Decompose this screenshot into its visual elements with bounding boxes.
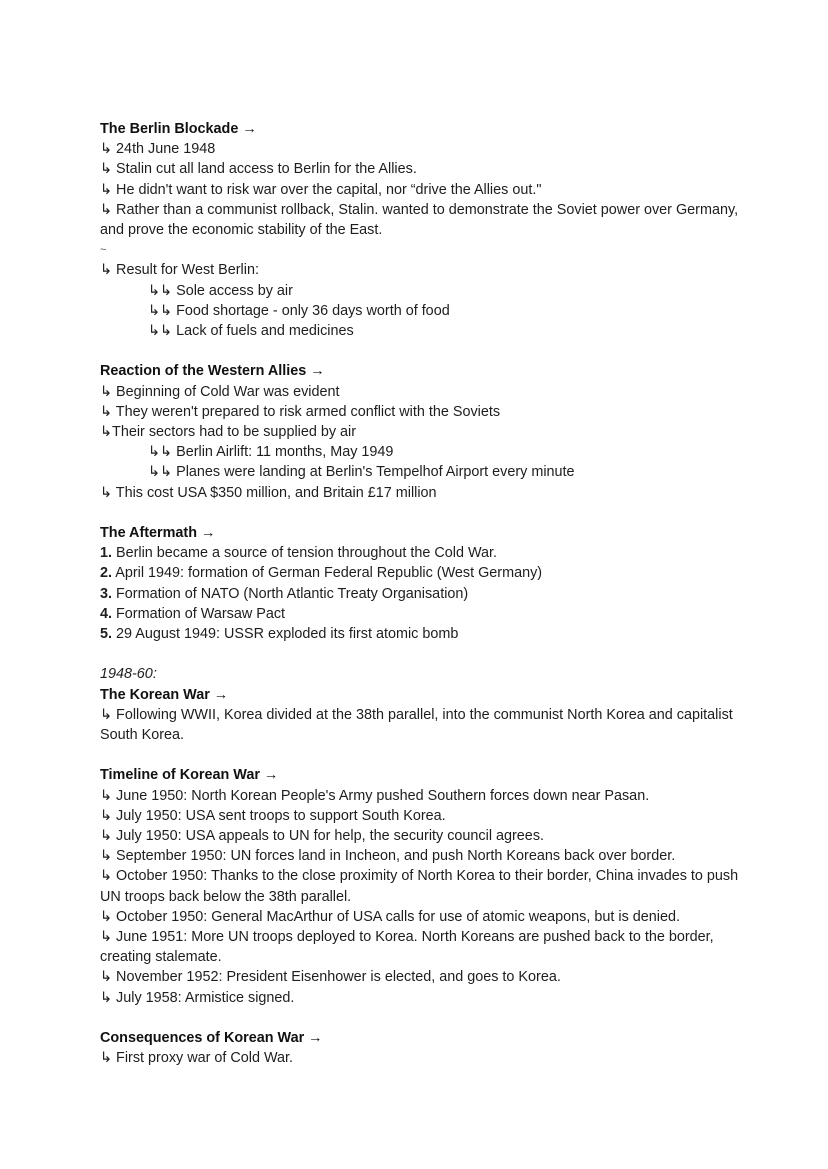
section-heading: The Berlin Blockade →	[100, 121, 257, 137]
item-text: April 1949: formation of German Federal Republic (West Germany)	[115, 565, 543, 582]
sub-bullet-line: ↳↳ Berlin Airlift: 11 months, May 1949	[148, 444, 394, 461]
bullet-line: ↳ Following WWII, Korea divided at the 38th parallel, into the communist North Korea and capitalist South Korea.	[100, 706, 733, 744]
document-page	[100, 119, 740, 1068]
timeline-entry: ↳ November 1952: President Eisenhower is elected, and goes to Korea.	[100, 969, 561, 986]
item-text: Formation of NATO (North Atlantic Treaty Organisation)	[116, 585, 469, 602]
timeline-entry: ↳ July 1958: Armistice signed.	[100, 989, 295, 1006]
bullet-line: ↳ They weren't prepared to risk armed conflict with the Soviets	[100, 403, 501, 420]
item-number: 1.	[100, 545, 113, 562]
spacer	[100, 1008, 740, 1028]
spacer	[100, 745, 740, 765]
timeline-entry: ↳ October 1950: Thanks to the close proximity of North Korea to their border, China invades to push UN troops back below the 38th parallel.	[100, 868, 739, 905]
sub-bullet-line: ↳↳ Planes were landing at Berlin's Tempelhof Airport every minute	[148, 464, 575, 481]
section-heading: The Aftermath →	[100, 525, 216, 542]
bullet-line: ↳ First proxy war of Cold War.	[100, 1050, 294, 1067]
sub-bullet-line: ↳↳ Sole access by air	[148, 282, 293, 299]
bullet-line: ↳Their sectors had to be supplied by air	[100, 424, 357, 441]
timeline-entry: ↳ July 1950: USA appeals to UN for help, the security council agrees.	[100, 828, 545, 845]
numbered-item	[100, 624, 740, 644]
section-heading: Timeline of Korean War →	[100, 767, 279, 784]
bullet-line: ↳ 24th June 1948	[100, 141, 216, 158]
timeline-entry: ↳ October 1950: General MacArthur of USA calls for use of atomic weapons, but is denied.	[100, 908, 680, 925]
bullet-line: ↳ Stalin cut all land access to Berlin for the Allies.	[100, 161, 417, 178]
numbered-item	[100, 584, 740, 604]
bullet-line: ↳ Beginning of Cold War was evident	[100, 383, 340, 400]
section-reaction-western-allies	[100, 361, 740, 502]
timeline-entry: ↳ June 1950: North Korean People's Army pushed Southern forces down near Pasan.	[100, 787, 650, 804]
section-timeline-korean-war	[100, 765, 740, 1007]
section-heading: Reaction of the Western Allies →	[100, 363, 325, 380]
item-number: 2.	[100, 565, 113, 582]
period-label: 1948-60:	[100, 666, 157, 683]
section-aftermath	[100, 523, 740, 644]
bullet-line: ↳ Rather than a communist rollback, Stalin. wanted to demonstrate the Soviet power over Germany, and prove the economic stability of the East.	[100, 201, 739, 239]
numbered-item	[100, 563, 740, 583]
section-berlin-blockade	[100, 119, 740, 341]
section-heading: The Korean War →	[100, 686, 229, 703]
bullet-line: ↳ He didn't want to risk war over the capital, nor “drive the Allies out."	[100, 181, 542, 198]
numbered-item	[100, 604, 740, 624]
item-text: 29 August 1949: USSR exploded its first atomic bomb	[116, 626, 459, 643]
separator-tilde: ~	[100, 244, 107, 257]
spacer	[100, 341, 740, 361]
spacer	[100, 503, 740, 523]
sub-bullet-line: ↳↳ Lack of fuels and medicines	[148, 323, 354, 340]
spacer	[100, 644, 740, 664]
numbered-item	[100, 543, 740, 563]
bullet-line: ↳ This cost USA $350 million, and Britain £17 million	[100, 484, 437, 501]
section-consequences-korean-war	[100, 1028, 740, 1068]
sub-bullet-line: ↳↳ Food shortage - only 36 days worth of food	[148, 302, 450, 319]
timeline-entry: ↳ June 1951: More UN troops deployed to Korea. North Koreans are pushed back to the border, creating stalemate.	[100, 929, 714, 966]
item-text: Berlin became a source of tension throughout the Cold War.	[116, 545, 498, 562]
item-number: 4.	[100, 605, 113, 622]
bullet-line: ↳ Result for West Berlin:	[100, 262, 259, 279]
timeline-entry: ↳ July 1950: USA sent troops to support South Korea.	[100, 807, 446, 824]
section-heading: Consequences of Korean War →	[100, 1030, 323, 1047]
timeline-entry: ↳ September 1950: UN forces land in Incheon, and push North Koreans back over border.	[100, 848, 676, 865]
item-number: 3.	[100, 585, 113, 602]
item-text: Formation of Warsaw Pact	[116, 605, 286, 622]
section-korean-war	[100, 664, 740, 745]
item-number: 5.	[100, 626, 113, 643]
